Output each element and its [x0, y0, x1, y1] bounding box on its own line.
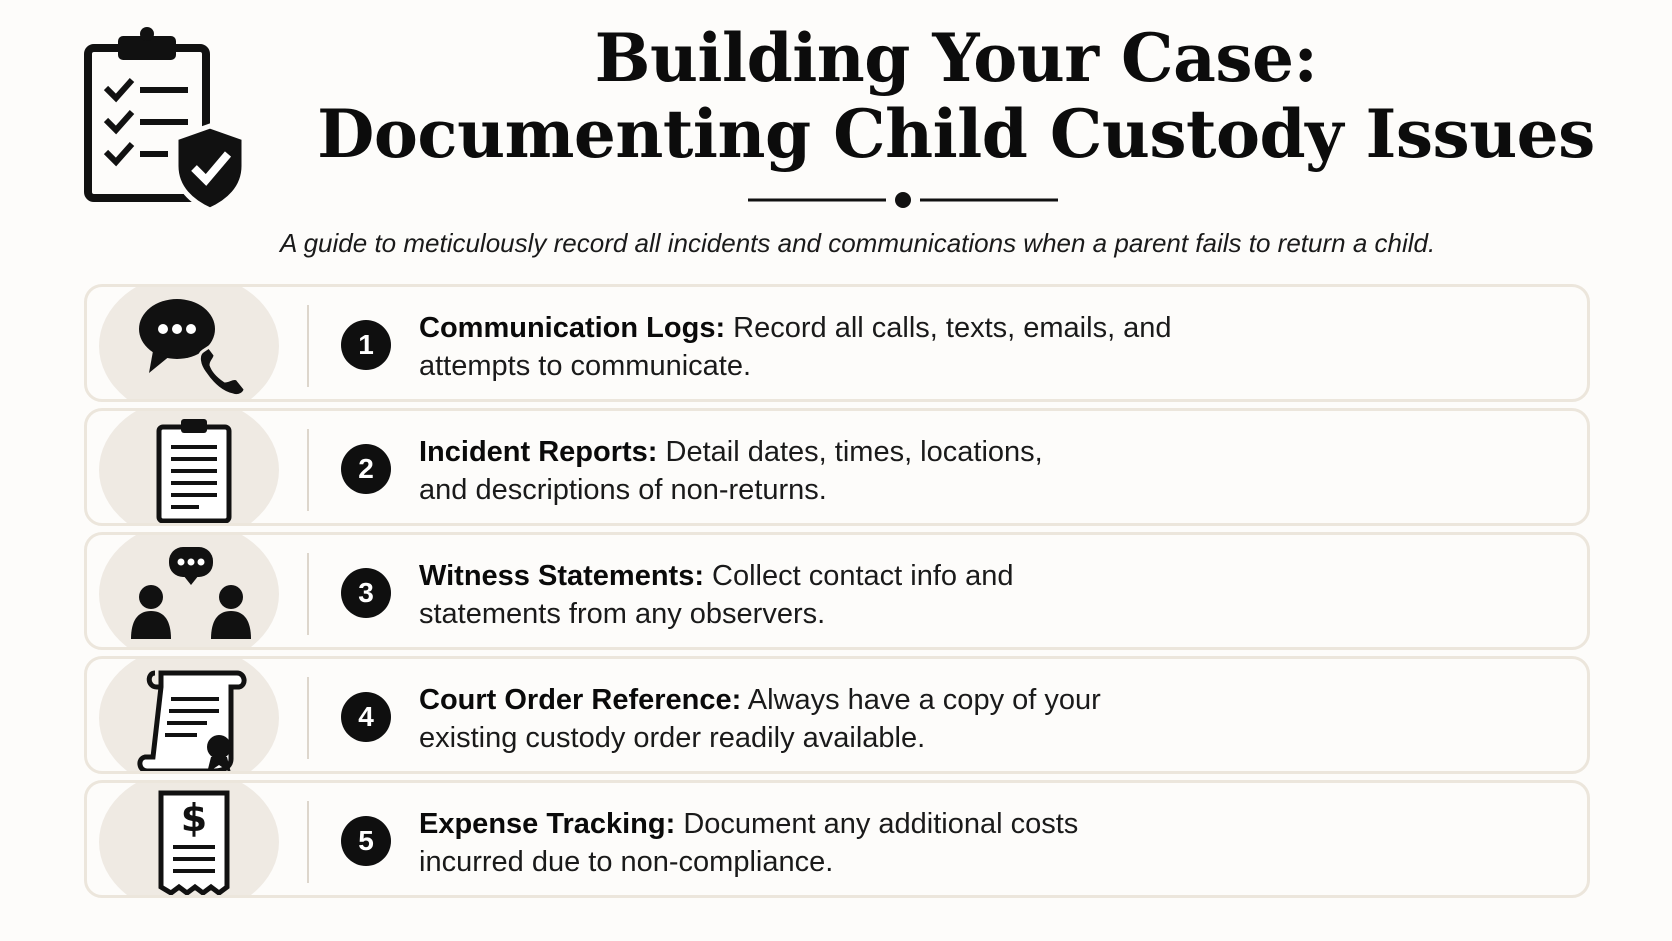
separator [307, 801, 309, 883]
list-item-communication-logs [84, 284, 1590, 402]
item-text [419, 681, 1239, 757]
separator [307, 429, 309, 511]
item-text [419, 557, 1239, 633]
title-line-2: Documenting Child Custody Issues [317, 95, 1595, 173]
chat-phone-icon [119, 291, 259, 401]
step-number: 1 [341, 320, 391, 370]
item-line-1: Always have a copy of your [741, 684, 1101, 716]
item-line-1: Record all calls, texts, emails, and [725, 312, 1172, 344]
list-item-court-order-reference [84, 656, 1590, 774]
list-item-witness-statements [84, 532, 1590, 650]
item-line-2: existing custody order readily available. [419, 722, 926, 754]
separator [307, 305, 309, 387]
item-heading: Witness Statements: [419, 560, 704, 592]
scroll-order-icon [119, 663, 259, 773]
item-heading: Communication Logs: [419, 312, 726, 344]
step-number: 2 [341, 444, 391, 494]
item-line-1: Document any additional costs [675, 808, 1079, 840]
item-line-1: Detail dates, times, locations, [657, 436, 1043, 468]
item-line-2: and descriptions of non-returns. [419, 474, 827, 506]
item-line-2: statements from any observers. [419, 598, 826, 630]
item-text [419, 309, 1239, 385]
item-text [419, 805, 1239, 881]
step-number: 3 [341, 568, 391, 618]
step-number: 5 [341, 816, 391, 866]
item-line-2: attempts to communicate. [419, 350, 752, 382]
page-title [300, 20, 1612, 172]
item-heading: Incident Reports: [419, 436, 658, 468]
item-line-1: Collect contact info and [703, 560, 1014, 592]
subtitle: A guide to meticulously record all incidents and communications when a parent fails to return a child. [280, 228, 1436, 258]
separator [307, 553, 309, 635]
separator [307, 677, 309, 759]
step-number: 4 [341, 692, 391, 742]
item-heading: Court Order Reference: [419, 684, 742, 716]
item-text [419, 433, 1239, 509]
receipt-icon [119, 787, 259, 897]
item-line-2: incurred due to non-compliance. [419, 846, 834, 878]
witnesses-icon [119, 539, 259, 649]
list-item-incident-reports [84, 408, 1590, 526]
clipboard-icon [119, 415, 259, 525]
item-heading: Expense Tracking: [419, 808, 676, 840]
list-item-expense-tracking [84, 780, 1590, 898]
title-divider [748, 190, 1058, 210]
checklist-shield-icon [84, 26, 264, 226]
svg-text:$: $ [180, 796, 208, 840]
title-line-1: Building Your Case: [594, 19, 1318, 97]
